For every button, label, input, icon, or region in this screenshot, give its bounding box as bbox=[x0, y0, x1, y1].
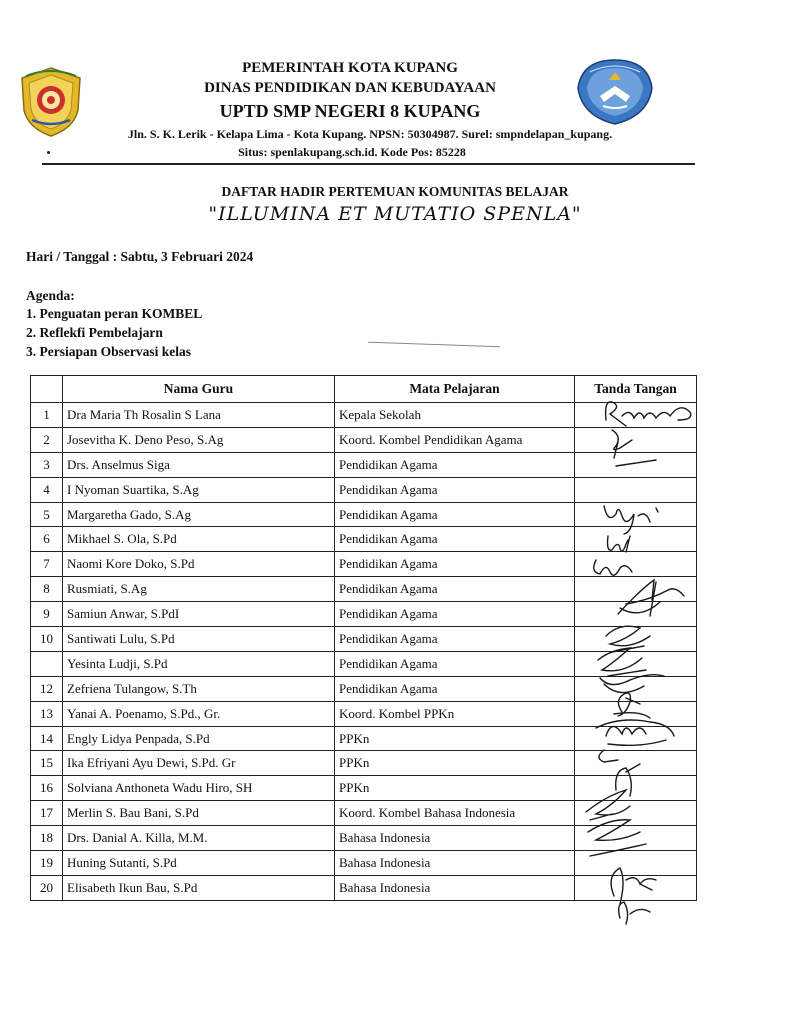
teacher-name: Zefriena Tulangow, S.Th bbox=[63, 676, 335, 701]
signature-cell bbox=[575, 403, 697, 428]
signature-cell bbox=[575, 726, 697, 751]
teacher-name: Samiun Anwar, S.PdI bbox=[63, 602, 335, 627]
table-row bbox=[31, 627, 697, 652]
table-row bbox=[31, 502, 697, 527]
row-number: 14 bbox=[31, 726, 63, 751]
teacher-name: Rusmiati, S.Ag bbox=[63, 577, 335, 602]
agenda-item: 3. Persiapan Observasi kelas bbox=[26, 344, 192, 359]
table-row bbox=[31, 776, 697, 801]
signature-cell bbox=[575, 676, 697, 701]
row-number: 5 bbox=[31, 502, 63, 527]
signature-cell bbox=[575, 701, 697, 726]
table-row bbox=[31, 751, 697, 776]
row-number: 13 bbox=[31, 701, 63, 726]
row-number: 2 bbox=[31, 427, 63, 452]
signature-cell bbox=[575, 527, 697, 552]
signature-cell bbox=[575, 552, 697, 577]
subject-name: PPKn bbox=[335, 751, 575, 776]
header-address: Jln. S. K. Lerik - Kelapa Lima - Kota Kupang. NPSN: 50304987. Surel: smpndelapan_kupang. bbox=[127, 127, 613, 141]
header-signature: Tanda Tangan bbox=[575, 376, 697, 403]
teacher-name: Ika Efriyani Ayu Dewi, S.Pd. Gr bbox=[63, 751, 335, 776]
table-row bbox=[31, 701, 697, 726]
subject-name: Pendidikan Agama bbox=[335, 452, 575, 477]
subject-name: Koord. Kombel PPKn bbox=[335, 701, 575, 726]
signature-cell bbox=[575, 851, 697, 876]
teacher-name: Josevitha K. Deno Peso, S.Ag bbox=[63, 427, 335, 452]
teacher-name: Margaretha Gado, S.Ag bbox=[63, 502, 335, 527]
subject-name: Koord. Kombel Bahasa Indonesia bbox=[335, 801, 575, 826]
header-school: UPTD SMP NEGERI 8 KUPANG bbox=[219, 101, 481, 121]
subject-name: Bahasa Indonesia bbox=[335, 826, 575, 851]
teacher-name: Santiwati Lulu, S.Pd bbox=[63, 627, 335, 652]
header-website: Situs: spenlakupang.sch.id. Kode Pos: 85228 bbox=[238, 145, 466, 159]
teacher-name: Drs. Danial A. Killa, M.M. bbox=[63, 826, 335, 851]
date-line: Hari / Tanggal : Sabtu, 3 Februari 2024 bbox=[26, 249, 254, 264]
header-government: PEMERINTAH KOTA KUPANG bbox=[242, 60, 458, 76]
subject-name: Pendidikan Agama bbox=[335, 651, 575, 676]
teacher-name: Elisabeth Ikun Bau, S.Pd bbox=[63, 875, 335, 900]
row-number: 1 bbox=[31, 403, 63, 428]
header-name: Nama Guru bbox=[63, 376, 335, 403]
table-header-row bbox=[31, 376, 697, 403]
subject-name: Bahasa Indonesia bbox=[335, 875, 575, 900]
table-row bbox=[31, 801, 697, 826]
row-number: 3 bbox=[31, 452, 63, 477]
row-number: 19 bbox=[31, 851, 63, 876]
signature-mark bbox=[619, 902, 650, 924]
document-subtitle: "ILLUMINA ET MUTATIO SPENLA" bbox=[208, 203, 582, 225]
teacher-name: Solviana Anthoneta Wadu Hiro, SH bbox=[63, 776, 335, 801]
table-row bbox=[31, 826, 697, 851]
agenda-heading: Agenda: bbox=[26, 288, 75, 303]
table-row bbox=[31, 427, 697, 452]
table-row bbox=[31, 527, 697, 552]
signature-cell bbox=[575, 577, 697, 602]
table-row bbox=[31, 875, 697, 900]
teacher-name: Naomi Kore Doko, S.Pd bbox=[63, 552, 335, 577]
subject-name: Pendidikan Agama bbox=[335, 552, 575, 577]
subject-name: Pendidikan Agama bbox=[335, 627, 575, 652]
signature-cell bbox=[575, 651, 697, 676]
table-row bbox=[31, 552, 697, 577]
subject-name: Bahasa Indonesia bbox=[335, 851, 575, 876]
signature-cell bbox=[575, 602, 697, 627]
table-row bbox=[31, 726, 697, 751]
subject-name: Koord. Kombel Pendidikan Agama bbox=[335, 427, 575, 452]
table-row bbox=[31, 452, 697, 477]
table-row bbox=[31, 403, 697, 428]
row-number: 9 bbox=[31, 602, 63, 627]
signature-cell bbox=[575, 776, 697, 801]
row-number: 18 bbox=[31, 826, 63, 851]
row-number: 8 bbox=[31, 577, 63, 602]
agenda-item: 2. Reflekfi Pembelajarn bbox=[26, 325, 163, 340]
header-no bbox=[31, 376, 63, 403]
table-row bbox=[31, 577, 697, 602]
row-number: 4 bbox=[31, 477, 63, 502]
subject-name: Kepala Sekolah bbox=[335, 403, 575, 428]
signature-cell bbox=[575, 875, 697, 900]
signature-cell bbox=[575, 502, 697, 527]
teacher-name: Engly Lidya Penpada, S.Pd bbox=[63, 726, 335, 751]
signature-cell bbox=[575, 452, 697, 477]
document-title: DAFTAR HADIR PERTEMUAN KOMUNITAS BELAJAR bbox=[221, 184, 569, 199]
signature-cell bbox=[575, 477, 697, 502]
agenda-item: 1. Penguatan peran KOMBEL bbox=[26, 306, 203, 321]
teacher-name: Yanai A. Poenamo, S.Pd., Gr. bbox=[63, 701, 335, 726]
subject-name: Pendidikan Agama bbox=[335, 527, 575, 552]
row-number: 7 bbox=[31, 552, 63, 577]
table-row bbox=[31, 602, 697, 627]
table-row bbox=[31, 676, 697, 701]
table-row bbox=[31, 651, 697, 676]
header-department: DINAS PENDIDIKAN DAN KEBUDAYAAN bbox=[204, 80, 496, 96]
subject-name: PPKn bbox=[335, 776, 575, 801]
row-number: 15 bbox=[31, 751, 63, 776]
teacher-name: Drs. Anselmus Siga bbox=[63, 452, 335, 477]
subject-name: PPKn bbox=[335, 726, 575, 751]
row-number: 20 bbox=[31, 875, 63, 900]
subject-name: Pendidikan Agama bbox=[335, 676, 575, 701]
table-row bbox=[31, 477, 697, 502]
teacher-name: Yesinta Ludji, S.Pd bbox=[63, 651, 335, 676]
teacher-name: Mikhael S. Ola, S.Pd bbox=[63, 527, 335, 552]
subject-name: Pendidikan Agama bbox=[335, 477, 575, 502]
signature-cell bbox=[575, 801, 697, 826]
signature-cell bbox=[575, 751, 697, 776]
row-number: 10 bbox=[31, 627, 63, 652]
signature-cell bbox=[575, 826, 697, 851]
attendance-table bbox=[30, 375, 697, 901]
signature-cell bbox=[575, 627, 697, 652]
row-number: 6 bbox=[31, 527, 63, 552]
subject-name: Pendidikan Agama bbox=[335, 602, 575, 627]
row-number: 12 bbox=[31, 676, 63, 701]
row-number: 16 bbox=[31, 776, 63, 801]
subject-name: Pendidikan Agama bbox=[335, 502, 575, 527]
header-subject: Mata Pelajaran bbox=[335, 376, 575, 403]
row-number: 17 bbox=[31, 801, 63, 826]
teacher-name: Dra Maria Th Rosalin S Lana bbox=[63, 403, 335, 428]
header-divider bbox=[42, 163, 695, 165]
teacher-name: I Nyoman Suartika, S.Ag bbox=[63, 477, 335, 502]
table-row bbox=[31, 851, 697, 876]
stray-pen-mark bbox=[368, 342, 500, 348]
subject-name: Pendidikan Agama bbox=[335, 577, 575, 602]
teacher-name: Merlin S. Bau Bani, S.Pd bbox=[63, 801, 335, 826]
teacher-name: Huning Sutanti, S.Pd bbox=[63, 851, 335, 876]
signature-cell bbox=[575, 427, 697, 452]
row-number bbox=[31, 651, 63, 676]
